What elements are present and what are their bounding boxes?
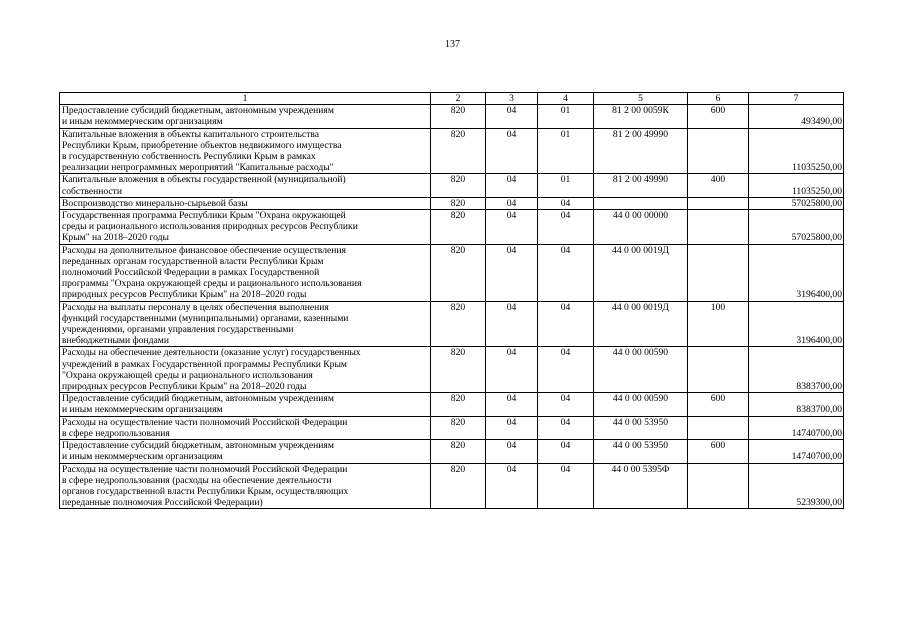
page-number: 137: [445, 39, 460, 50]
expense-type-code: 600: [688, 393, 749, 416]
department-code: 820: [431, 105, 486, 128]
section-code: 04: [486, 393, 538, 416]
section-code: 04: [486, 301, 538, 347]
amount: 57025800,00: [749, 197, 844, 209]
budget-line-name: Капитальные вложения в объекты государственной (муниципальной) собственности: [60, 174, 431, 197]
department-code: 820: [431, 463, 486, 509]
header-cell: 4: [538, 93, 594, 105]
target-article-code: 44 0 00 53950: [594, 440, 688, 463]
section-code: 04: [486, 197, 538, 209]
table-row: [60, 301, 844, 347]
section-code: 04: [486, 174, 538, 197]
section-code: 04: [486, 105, 538, 128]
amount: 5239300,00: [749, 463, 844, 509]
subsection-code: 04: [538, 347, 594, 393]
target-article-code: 44 0 00 5395Ф: [594, 463, 688, 509]
expense-type-code: [688, 128, 749, 174]
department-code: 820: [431, 347, 486, 393]
department-code: 820: [431, 128, 486, 174]
subsection-code: 04: [538, 393, 594, 416]
section-code: 04: [486, 244, 538, 301]
subsection-code: 04: [538, 463, 594, 509]
subsection-code: 01: [538, 128, 594, 174]
budget-line-name: Предоставление субсидий бюджетным, автономным учреждениям и иным некоммерческим организациям: [60, 105, 431, 128]
budget-line-name: Предоставление субсидий бюджетным, автономным учреждениям и иным некоммерческим организациям: [60, 393, 431, 416]
subsection-code: 04: [538, 301, 594, 347]
section-code: 04: [486, 416, 538, 439]
table-row: [60, 463, 844, 509]
expense-type-code: [688, 210, 749, 245]
table-row: [60, 128, 844, 174]
table-row: [60, 197, 844, 209]
target-article-code: [594, 197, 688, 209]
department-code: 820: [431, 244, 486, 301]
table-row: [60, 347, 844, 393]
header-cell: 6: [688, 93, 749, 105]
header-cell: 3: [486, 93, 538, 105]
amount: 8383700,00: [749, 393, 844, 416]
table-row: [60, 174, 844, 197]
budget-line-name: Расходы на осуществление части полномочий Российской Федерации в сфере недропользования (расходы на обеспечение деятельности органов государственной власти Республики Крым, осуществляющих переданные полномочия Российской Федерации): [60, 463, 431, 509]
table-row: [60, 416, 844, 439]
expense-type-code: [688, 347, 749, 393]
target-article-code: 44 0 00 0019Д: [594, 244, 688, 301]
header-cell: 5: [594, 93, 688, 105]
table-row: [60, 210, 844, 245]
amount: 11035250,00: [749, 128, 844, 174]
expense-type-code: [688, 416, 749, 439]
section-code: 04: [486, 463, 538, 509]
department-code: 820: [431, 174, 486, 197]
expense-type-code: [688, 244, 749, 301]
expense-type-code: 400: [688, 174, 749, 197]
section-code: 04: [486, 128, 538, 174]
expense-type-code: 100: [688, 301, 749, 347]
budget-line-name: Расходы на обеспечение деятельности (оказание услуг) государственных учреждений в рамках Государственной программы Республики Крым "Охрана окружающей среды и рационального использования природных ресурсов Республики Крым" на 2018–2020 годы: [60, 347, 431, 393]
budget-table: [59, 92, 844, 509]
subsection-code: 04: [538, 197, 594, 209]
budget-line-name: Расходы на осуществление части полномочий Российской Федерации в сфере недропользования: [60, 416, 431, 439]
expense-type-code: 600: [688, 105, 749, 128]
subsection-code: 04: [538, 244, 594, 301]
amount: 3196400,00: [749, 301, 844, 347]
target-article-code: 44 0 00 00000: [594, 210, 688, 245]
budget-line-name: Капитальные вложения в объекты капитального строительства Республики Крым, приобретение объектов недвижимого имущества в государственную собственность Республики Крым в рамках реализации непрограммных мероприятий "Капитальные расходы": [60, 128, 431, 174]
amount: 8383700,00: [749, 347, 844, 393]
amount: 14740700,00: [749, 440, 844, 463]
section-code: 04: [486, 440, 538, 463]
target-article-code: 44 0 00 00590: [594, 393, 688, 416]
subsection-code: 04: [538, 210, 594, 245]
subsection-code: 01: [538, 174, 594, 197]
department-code: 820: [431, 197, 486, 209]
table-row: [60, 105, 844, 128]
department-code: 820: [431, 440, 486, 463]
budget-line-name: Государственная программа Республики Крым "Охрана окружающей среды и рационального использования природных ресурсов Республики Крым" на 2018–2020 годы: [60, 210, 431, 245]
header-row: [60, 93, 844, 105]
expense-type-code: 600: [688, 440, 749, 463]
table-row: [60, 244, 844, 301]
subsection-code: 04: [538, 416, 594, 439]
amount: 3196400,00: [749, 244, 844, 301]
target-article-code: 81 2 00 49990: [594, 128, 688, 174]
budget-line-name: Воспроизводство минерально-сырьевой базы: [60, 197, 431, 209]
target-article-code: 44 0 00 53950: [594, 416, 688, 439]
table-row: [60, 440, 844, 463]
target-article-code: 44 0 00 00590: [594, 347, 688, 393]
amount: 14740700,00: [749, 416, 844, 439]
department-code: 820: [431, 416, 486, 439]
section-code: 04: [486, 210, 538, 245]
department-code: 820: [431, 393, 486, 416]
header-cell: 1: [60, 93, 431, 105]
amount: 11035250,00: [749, 174, 844, 197]
subsection-code: 04: [538, 440, 594, 463]
budget-line-name: Расходы на выплаты персоналу в целях обеспечения выполнения функций государственными (муниципальными) органами, казенными учреждениями, органами управления государственными внебюджетными фондами: [60, 301, 431, 347]
subsection-code: 01: [538, 105, 594, 128]
department-code: 820: [431, 301, 486, 347]
budget-line-name: Расходы на дополнительное финансовое обеспечение осуществления переданных органам государственной власти Республики Крым полномочий Российской Федерации в рамках Государственной программы "Охрана окружающей среды и рационального использования природных ресурсов Республики Крым" на 2018–2020 годы: [60, 244, 431, 301]
section-code: 04: [486, 347, 538, 393]
target-article-code: 81 2 00 49990: [594, 174, 688, 197]
header-cell: 2: [431, 93, 486, 105]
target-article-code: 44 0 00 0019Д: [594, 301, 688, 347]
target-article-code: 81 2 00 0059К: [594, 105, 688, 128]
budget-line-name: Предоставление субсидий бюджетным, автономным учреждениям и иным некоммерческим организациям: [60, 440, 431, 463]
table-row: [60, 393, 844, 416]
amount: 57025800,00: [749, 210, 844, 245]
header-cell: 7: [749, 93, 844, 105]
amount: 493490,00: [749, 105, 844, 128]
expense-type-code: [688, 463, 749, 509]
department-code: 820: [431, 210, 486, 245]
expense-type-code: [688, 197, 749, 209]
